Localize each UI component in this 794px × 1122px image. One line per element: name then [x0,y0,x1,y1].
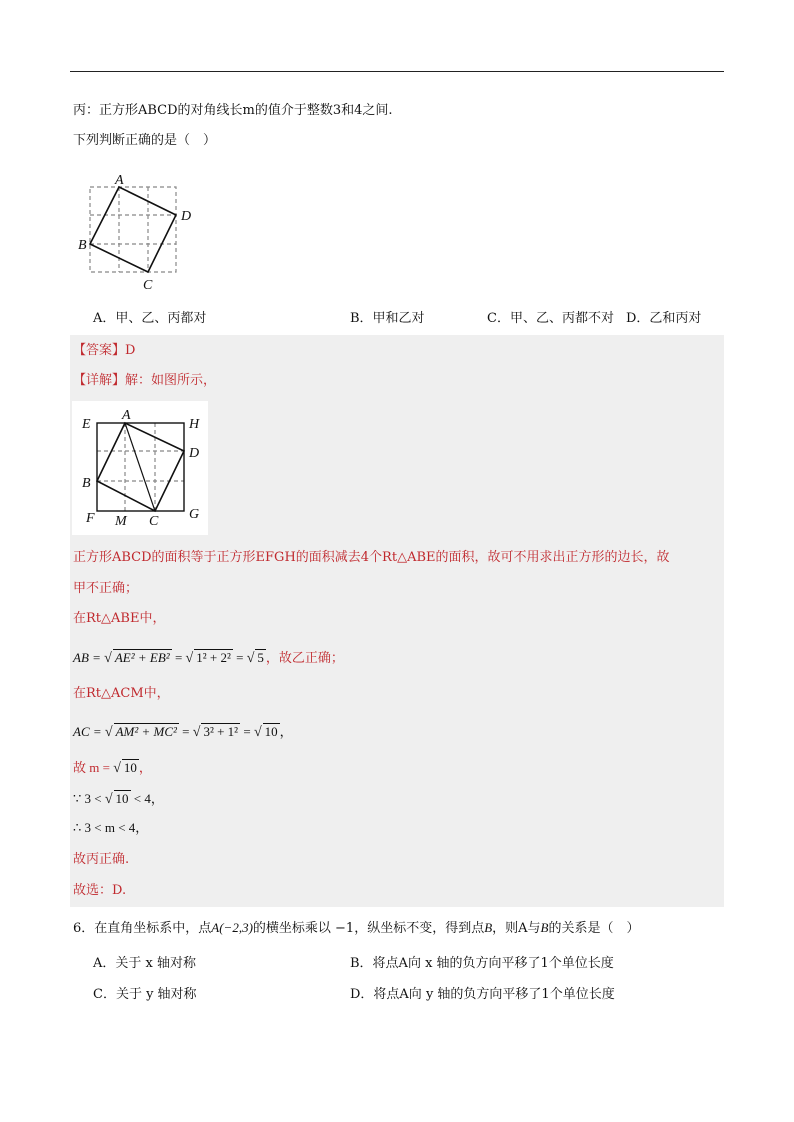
label-e: E [82,417,91,432]
answer-value: D [125,343,136,358]
ab-radicand-3: 5 [257,650,264,665]
label-c: C [143,278,153,293]
m-tail: ， [138,760,152,775]
conclusion-line: 故丙正确. [73,852,130,867]
stem-point-a: A(−2,3) [211,920,253,935]
m-radicand: 10 [123,760,137,775]
ac-mid: = [182,724,190,739]
option-a: A．甲、乙、丙都对 [93,311,207,326]
ac-radicand-1: AM² + MC² [115,724,177,739]
label-m: M [115,514,127,529]
label-g: G [189,507,200,522]
label-a: A [115,173,124,188]
ac-radicand-3: 10 [264,724,278,739]
label-b2: B [82,476,91,491]
label-a2: A [122,408,131,423]
choose-line: 故选：D. [73,883,127,898]
solution-line-1: 正方形ABCD的面积等于正方形EFGH的面积减去4个Rt△ABE的面积，故可不用求出正方形的边长，故 [73,550,670,565]
stem-part-b: 的横坐标乘以 −1，纵坐标不变，得到点 [252,921,485,936]
detail-line [73,371,216,391]
label-f: F [86,511,95,526]
header-rule [70,71,724,72]
stem-part-a: 6．在直角坐标系中，点 [73,921,212,936]
ab-eq: = [236,650,244,665]
answer-line [73,341,135,361]
detail-intro: 解：如图所示， [125,373,217,388]
label-d: D [181,209,192,224]
stem-point-b2: B [540,920,549,935]
answer-tag: 【答案】 [73,343,126,358]
ab-lhs: AB = [73,650,101,665]
because-line: ∵ 3 < √ 10 < 4， [73,791,164,807]
label-b: B [78,238,87,253]
stem-part-c: ，则A与 [492,921,541,936]
stem-part-d: 的关系是（ ） [548,921,640,936]
detail-tag: 【详解】 [73,373,126,388]
label-c2: C [149,514,159,529]
ac-equation: AC = √ AM² + MC² = √ 3² + 1² = √ 10 ， [73,724,293,740]
ab-radicand-2: 1² + 2² [196,650,231,665]
label-h: H [189,417,200,432]
ac-tail: ， [279,724,293,739]
ac-radicand-2: 3² + 1² [203,724,239,739]
ac-eq: = [243,724,251,739]
p6-option-d: D．将点A向 y 轴的负方向平移了1个单位长度 [350,987,615,1002]
because-tail: < 4， [133,791,164,806]
stem-point-b: B [484,920,493,935]
solution-line-2: 甲不正确； [73,581,139,596]
m-equation: 故 m = √ 10 ， [73,760,152,776]
option-b: B．甲和乙对 [350,311,425,326]
problem6-stem [73,918,640,939]
p6-option-c: C．关于 y 轴对称 [93,987,197,1002]
figure-square-grid [72,168,212,293]
ac-lhs: AC = [73,724,102,739]
ab-tail: ，故乙正确； [265,650,344,665]
question-prompt: 下列判断正确的是（ ） [73,133,217,148]
p6-option-a: A．关于 x 轴对称 [93,956,196,971]
solution-line-5: 在Rt△ACM中， [73,686,170,701]
label-d2: D [189,446,200,461]
because-radicand: 10 [115,791,129,806]
ab-radicand-1: AE² + EB² [114,650,170,665]
ab-mid: = [174,650,183,665]
solution-line-3: 在Rt△ABE中， [73,611,166,626]
because-lhs: ∵ 3 < [73,791,102,806]
p6-option-b: B．将点A向 x 轴的负方向平移了1个单位长度 [350,956,614,971]
ab-equation: AB = √ AE² + EB² = √ 1² + 2² = √ 5 ，故乙正确； [73,650,344,666]
figure-square-efgh [72,401,208,535]
therefore-line: ∴ 3 < m < 4， [73,820,149,835]
option-c: C．甲、乙、丙都不对 [487,311,614,326]
option-d: D．乙和丙对 [626,311,702,326]
bing-statement: 丙：正方形ABCD的对角线长m的值介于整数3和4之间. [73,103,393,118]
m-lhs: 故 m = [73,760,110,775]
